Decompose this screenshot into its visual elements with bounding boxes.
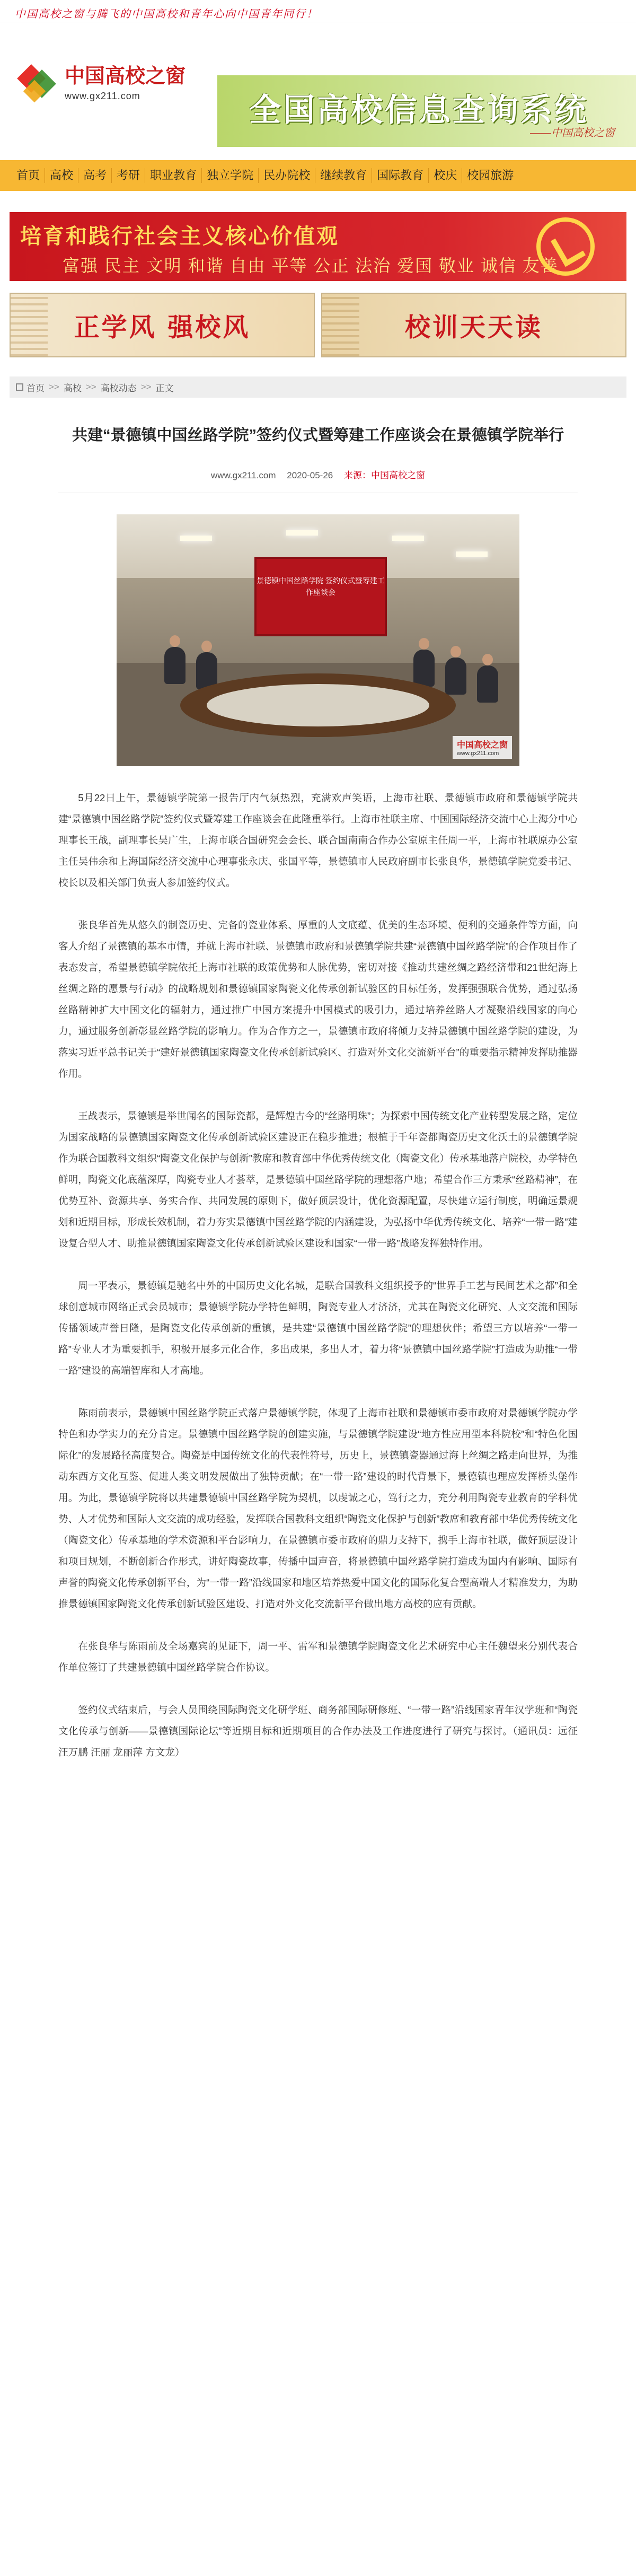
study-style-banner[interactable] — [10, 293, 315, 357]
article-paragraph: 陈雨前表示，景德镇中国丝路学院正式落户景德镇学院，体现了上海市社联和景德镇市委市政府对景德镇学院办学特色和办学实力的充分肯定。景德镇中国丝路学院的创建实施，与景德镇学院建设“地方性应用型本科院校”和“特色化国际化”的发展路径高度契合。陶瓷是中国传统文化的代表性符号，历史上，景德镇瓷器通过海上丝绸之路走向世界，为推动东西方文化互鉴、促进人类文明发展做出了独特贡献；在“一带一路”建设的时代背景下，景德镇也理应发挥桥头堡作用。为此，景德镇学院将以共建景德镇中国丝路学院为契机，以虔诚之心，笃行之力，充分利用陶瓷专业教育的学科优势、人才优势和国际人文交流的成功经验，发挥联合国教科文组织“陶瓷文化保护与创新”教席和教育部中华优秀传统文化（陶瓷文化）传承基地的学术资源和平台影响力，在景德镇市委市政府的鼎力支持下，携手上海市社联，做好顶层设计和项目规划，不断创新合作形式，讲好陶瓷故事，传播中国声音，将景德镇中国丝路学院打造成为国内有影响、国际有声誉的陶瓷文化传承创新平台，为“一带一路”沿线国家和地区培养热爱中国文化的国际化复合型高端人才精准发力，为助推景德镇国家陶瓷文化传承创新试验区建设、打造对外文化交流新平台做出地方高校的应有贡献。 — [58, 1407, 578, 1609]
motto-banners — [10, 293, 626, 357]
nav-item-anniversary[interactable]: 校庆 — [429, 168, 462, 183]
core-values-banner[interactable] — [10, 212, 626, 281]
site-header — [0, 22, 636, 139]
photo-screen: 景德镇中国丝路学院 签约仪式暨筹建工作座谈会 — [254, 557, 387, 636]
nav-item-universities[interactable]: 高校 — [45, 168, 78, 183]
study-style-text: 正学风 强校风 — [74, 312, 251, 343]
nav-item-kaoyan[interactable]: 考研 — [112, 168, 145, 183]
article-paragraph: 在张良华与陈雨前及全场嘉宾的见证下，周一平、雷军和景德镇学院陶瓷文化艺术研究中心主任魏望来分别代表合作单位签订了共建景德镇中国丝路学院合作协议。 — [58, 1641, 578, 1673]
home-icon — [16, 383, 23, 391]
breadcrumb-news[interactable]: 高校动态 — [100, 383, 137, 393]
breadcrumb: 首页 >> 高校 >> 高校动态 >> 正文 — [10, 376, 626, 398]
school-motto-banner[interactable] — [321, 293, 626, 357]
article-paragraph: 5月22日上午，景德镇学院第一报告厅内气氛热烈，充满欢声笑语，上海市社联、景德镇市政府和景德镇学院共建“景德镇中国丝路学院”签约仪式暨筹建工作座谈会在此隆重举行。上海市社联主席、中国国际经济交流中心上海分中心理事长王战，副理事长吴广生，上海市联合国研究会会长、联合国南南合作办公室原主任周一平，上海市社联原办公室主任吴伟余和上海国际经济交流中心理事张永庆、张国平等，景德镇市人民政府副市长张良华，景德镇学院党委书记、校长以及相关部门负责人参加签约仪式。 — [58, 792, 578, 888]
article — [0, 423, 636, 1763]
top-slogan-bar — [0, 0, 636, 22]
article-site: www.gx211.com — [211, 470, 276, 480]
photo-watermark: 中国高校之窗 www.gx211.com — [453, 736, 512, 759]
core-values-list: 富强 民主 文明 和谐 自由 平等 公正 法治 爱国 敬业 诚信 友善 — [63, 256, 559, 275]
nav-item-campus-tour[interactable]: 校园旅游 — [467, 169, 514, 182]
breadcrumb-home[interactable]: 首页 — [26, 383, 45, 393]
info-query-banner[interactable] — [217, 75, 636, 147]
article-meta — [58, 468, 578, 493]
article-photo — [117, 514, 519, 766]
nav-item-independent-colleges[interactable]: 独立学院 — [202, 168, 259, 183]
article-body — [58, 787, 578, 1763]
article-source[interactable]: 来源：中国高校之窗 — [343, 470, 425, 480]
nav-item-vocational[interactable]: 职业教育 — [145, 168, 202, 183]
site-slogan: 中国高校之窗与腾飞的中国高校和青年心向中国青年同行！ — [15, 7, 318, 20]
article-paragraph: 周一平表示，景德镇是驰名中外的中国历史文化名城，是联合国教科文组织授予的“世界手工艺与民间艺术之都”和全球创意城市网络正式会员城市；景德镇学院办学特色鲜明，陶瓷专业人才济济，尤其在陶瓷文化研究、人文交流和国际传播领域声誉日隆，是陶瓷文化传承创新的重镇，是共建“景德镇中国丝路学院”的理想伙伴；希望三方以培养“一带一路”专业人才为重要抓手，积极开展多元化合作，多出成果，多出人才，着力将“景德镇中国丝路学院”打造成为助推“一带一路”建设的高端智库和人才高地。 — [58, 1280, 578, 1376]
core-values-title: 培育和践行社会主义核心价值观 — [20, 225, 339, 248]
breadcrumb-universities[interactable]: 高校 — [63, 383, 82, 393]
nav-item-private-colleges[interactable]: 民办院校 — [259, 168, 315, 183]
logo-url: www.gx211.com — [65, 91, 140, 101]
article-paragraph: 王战表示，景德镇是举世闻名的国际瓷都，是辉煌古今的“丝路明珠”；为探索中国传统文化产业转型发展之路，定位为国家战略的景德镇国家陶瓷文化传承创新试验区建设正在稳步推进；根植于千年瓷都陶瓷历史文化沃土的景德镇学院作为联合国教科文组织“陶瓷文化保护与创新”教席和教育部中华优秀传统文化（陶瓷文化）传承基地落户院校，办学特色鲜明，陶瓷文化底蕴深厚，陶瓷专业人才荟萃，是景德镇中国丝路学院的理想落户地；希望合作三方秉承“丝路精神”，在优势互补、资源共享、务实合作、共同发展的原则下，做好顶层设计，优化资源配置，尽快建立运行制度，明确远景规划和近期目标，形成长效机制，着力夯实景德镇中国丝路学院的内涵建设，为弘扬中华优秀传统文化、培养“一带一路”建设复合型人才、助推景德镇国家陶瓷文化传承创新试验区建设和国家“一带一路”战略发挥独特作用。 — [58, 1110, 578, 1249]
banner-title: 全国高校信息查询系统 — [249, 92, 588, 128]
school-motto-text: 校训天天读 — [404, 312, 543, 343]
nav-item-gaokao[interactable]: 高考 — [78, 168, 112, 183]
article-paragraph: 张良华首先从悠久的制瓷历史、完备的瓷业体系、厚重的人文底蕴、优美的生态环境、便利的交通条件等方面，向客人介绍了景德镇的基本市情，并就上海市社联、景德镇市政府和景德镇学院共建“景德镇中国丝路学院”的合作项目作了表态发言，希望景德镇学院依托上海市社联的政策优势和人脉优势，密切对接《推动共建丝绸之路经济带和21世纪海上丝绸之路的愿景与行动》的战略规划和景德镇国家陶瓷文化传承创新试验区的目标任务，发挥强强联合优势，通过弘扬丝路精神扩大中国文化的辐射力，通过推广中国方案提升中国模式的吸引力，通过培养丝路人才凝聚沿线国家的向心力，通过服务创新彰显丝路学院的影响力。作为合作方之一，景德镇市政府将倾力支持景德镇中国丝路学院的建设，为落实习近平总书记关于“建好景德镇国家陶瓷文化传承创新试验区、打造对外文化交流新平台”的重要指示精神发挥助推器作用。 — [58, 919, 578, 1079]
nav-item-international-education[interactable]: 国际教育 — [372, 168, 429, 183]
logo-icon — [21, 62, 58, 99]
nav-item-home[interactable]: 首页 — [12, 168, 45, 183]
article-date: 2020-05-26 — [287, 470, 333, 480]
breadcrumb-current: 正文 — [155, 383, 174, 393]
nav-item-continuing-education[interactable]: 继续教育 — [315, 168, 372, 183]
banner-subtitle: ——中国高校之窗 — [530, 127, 615, 139]
party-emblem-icon — [536, 217, 595, 276]
logo-name: 中国高校之窗 — [65, 64, 186, 87]
main-nav — [0, 160, 636, 191]
article-title: 共建“景德镇中国丝路学院”签约仪式暨筹建工作座谈会在景德镇学院举行 — [72, 427, 564, 444]
article-paragraph: 签约仪式结束后，与会人员围绕国际陶瓷文化研学班、商务部国际研修班、“一带一路”沿线国家青年汉学班和“陶瓷文化传承与创新——景德镇国际论坛”等近期目标和近期项目的合作办法及工作进度进行了研究与探讨。（通讯员：远征 汪万鹏 汪丽 龙丽萍 方文龙） — [58, 1704, 578, 1758]
